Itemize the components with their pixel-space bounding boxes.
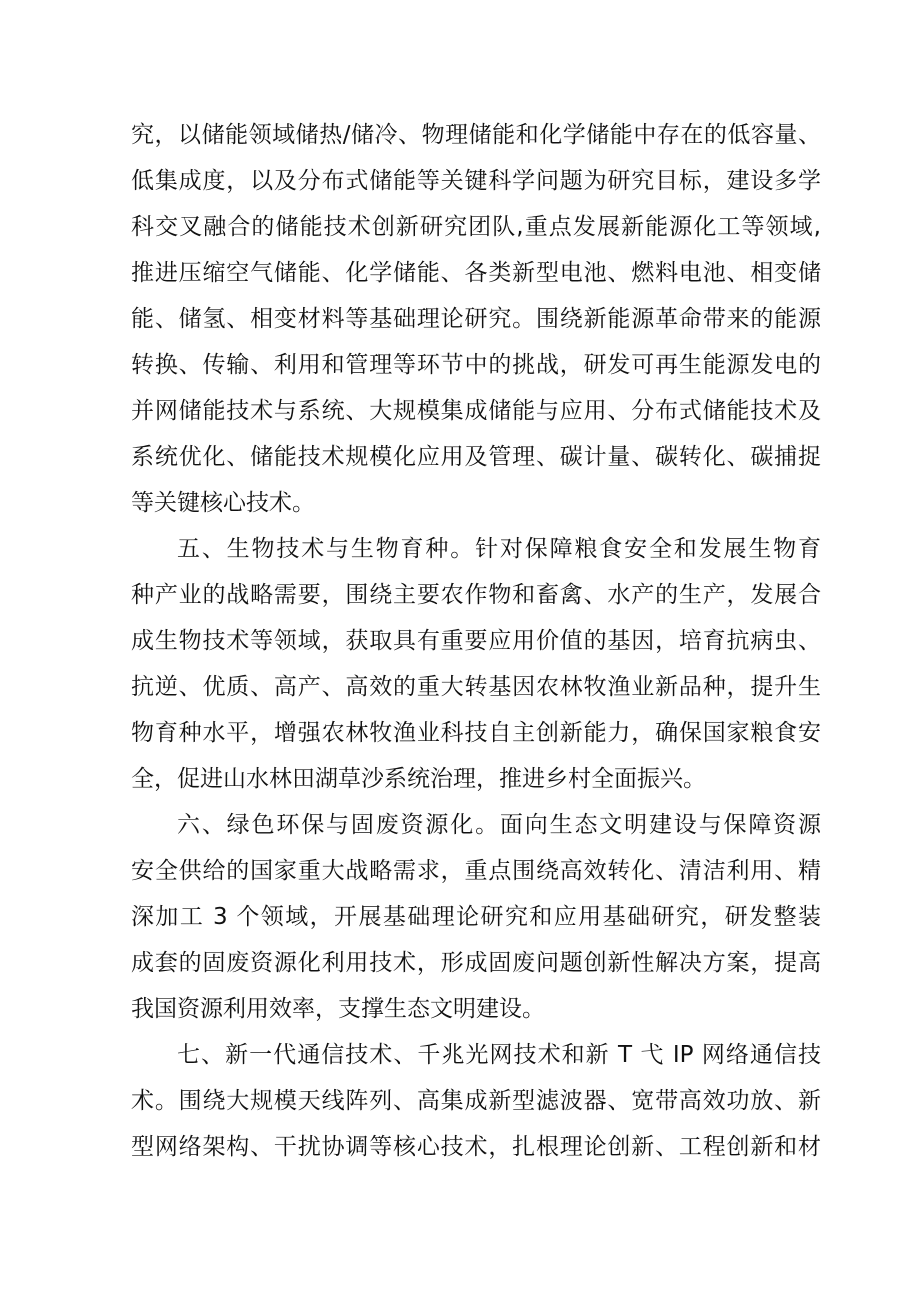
text-line: 七、新一代通信技术、千兆光网技术和新 T 弋 IP 网络通信技 — [177, 1042, 821, 1068]
paragraph-energy-storage — [131, 112, 821, 526]
text-line: 抗逆、优质、高产、高效的重大转基因农林牧渔业新品种，提升生 — [131, 674, 821, 700]
text-line: 转换、传输、利用和管理等环节中的挑战，研发可再生能源发电的 — [131, 352, 821, 378]
text-line: 科交叉融合的储能技术创新研究团队,重点发展新能源化工等领域, — [131, 214, 821, 240]
text-line: 五、生物技术与生物育种。针对保障粮食安全和发展生物育 — [177, 536, 821, 562]
text-line: 全，促进山水林田湖草沙系统治理，推进乡村全面振兴。 — [131, 766, 706, 792]
text-line: 型网络架构、干扰协调等核心技术，扎根理论创新、工程创新和材 — [131, 1134, 821, 1160]
text-line: 物育种水平，增强农林牧渔业科技自主创新能力，确保国家粮食安 — [131, 720, 821, 746]
body-text — [131, 112, 821, 1170]
text-line: 推进压缩空气储能、化学储能、各类新型电池、燃料电池、相变储 — [131, 260, 821, 286]
text-line: 深加工 3 个领域，开展基础理论研究和应用基础研究，研发整装 — [131, 904, 821, 930]
text-line: 术。围绕大规模天线阵列、高集成新型滤波器、宽带高效功放、新 — [131, 1088, 821, 1114]
text-line: 究，以储能领域储热/储冷、物理储能和化学储能中存在的低容量、 — [131, 122, 821, 148]
text-line: 等关键核心技术。 — [131, 490, 315, 516]
text-line: 能、储氢、相变材料等基础理论研究。围绕新能源革命带来的能源 — [131, 306, 821, 332]
text-line: 种产业的战略需要，围绕主要农作物和畜禽、水产的生产，发展合 — [131, 582, 821, 608]
text-line: 我国资源利用效率，支撑生态文明建设。 — [131, 996, 545, 1022]
paragraph-biotech-breeding — [131, 526, 821, 802]
paragraph-green-environment — [131, 802, 821, 1032]
text-line: 系统优化、储能技术规模化应用及管理、碳计量、碳转化、碳捕捉 — [131, 444, 821, 470]
paragraph-communication-tech — [131, 1032, 821, 1170]
text-line: 并网储能技术与系统、大规模集成储能与应用、分布式储能技术及 — [131, 398, 821, 424]
text-line: 成套的固废资源化利用技术，形成固废问题创新性解决方案，提高 — [131, 950, 821, 976]
text-line: 安全供给的国家重大战略需求，重点围绕高效转化、清洁利用、精 — [131, 858, 821, 884]
text-line: 六、绿色环保与固废资源化。面向生态文明建设与保障资源 — [177, 812, 821, 838]
text-line: 低集成度，以及分布式储能等关键科学问题为研究目标，建设多学 — [131, 168, 821, 194]
text-line: 成生物技术等领域，获取具有重要应用价值的基因，培育抗病虫、 — [131, 628, 821, 654]
